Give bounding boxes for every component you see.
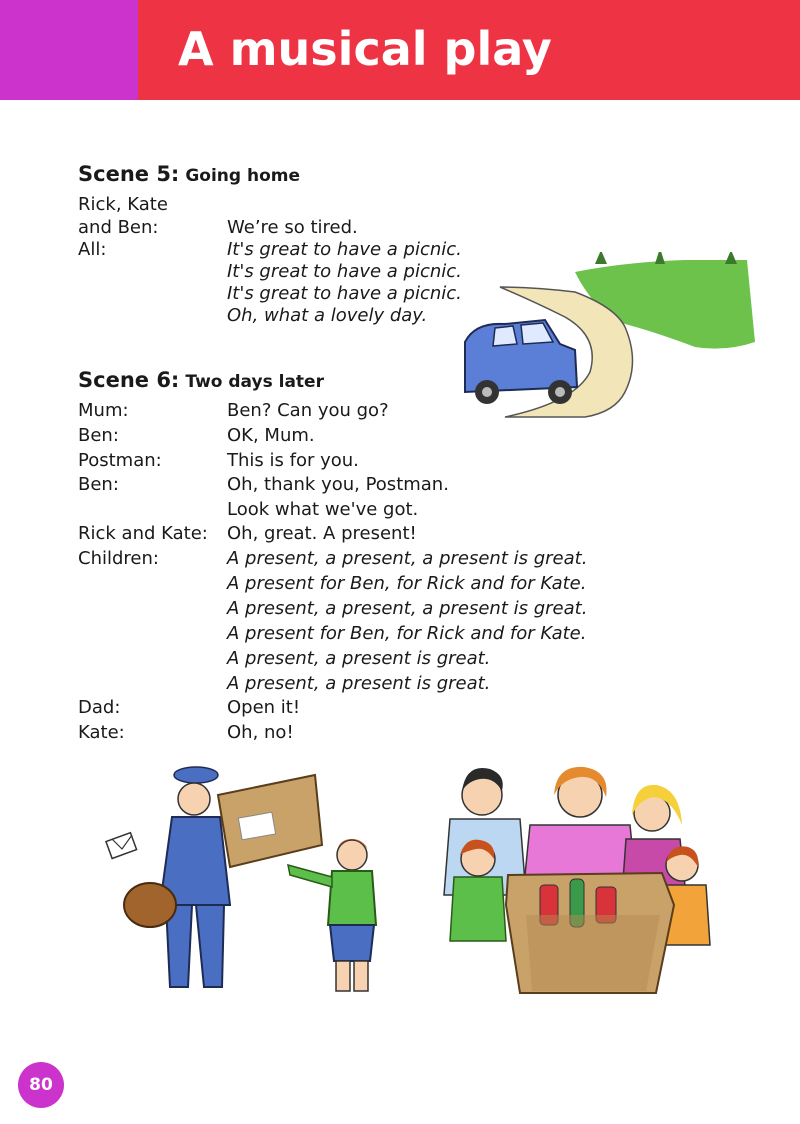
scene5-speaker: All: [78,239,107,260]
scene5-dialogue: We’re so tired. [227,217,358,238]
scene5-speaker: Rick, Kate [78,194,168,215]
boy-shirt [328,871,376,925]
scene5-speaker: and Ben: [78,217,159,238]
scene6-label: Scene 6: [78,368,180,392]
scene6-dialogue: This is for you. [227,450,359,471]
scene6-heading [78,368,324,392]
page-number-badge: 80 [18,1062,64,1108]
wheel-hub [555,387,565,397]
boy-arm [288,865,332,887]
boy-shorts [330,925,374,961]
scene6-dialogue: Open it! [227,697,301,718]
scene6-speaker: Children: [78,548,159,569]
page-title: A musical play [178,22,552,76]
box-front [526,915,660,991]
envelope-icon [106,833,137,859]
scene6-speaker: Mum: [78,400,129,421]
scene6-song-line: A present for Ben, for Rick and for Kate. [227,573,587,594]
scene6-song-line: A present, a present is great. [227,648,491,669]
scene6-song-line: A present, a present, a present is great. [227,598,588,619]
car-road-illustration [425,252,755,427]
scene6-speaker: Ben: [78,474,119,495]
scene6-dialogue: Oh, great. A present! [227,523,417,544]
scene5-label: Scene 5: [78,162,180,186]
chapter-header [0,0,800,100]
postman-delivery-illustration [100,755,390,1005]
mail-bag-icon [124,883,176,927]
scene5-heading [78,162,300,186]
scene5-song-line: It's great to have a picnic. [227,261,462,282]
scene6-speaker: Postman: [78,450,162,471]
boy-legs [336,961,368,991]
scene6-dialogue: Look what we've got. [227,499,419,520]
scene6-dialogue: OK, Mum. [227,425,315,446]
postman-head [178,783,210,815]
scene6-speaker: Dad: [78,697,121,718]
scene6-song-line: A present for Ben, for Rick and for Kate. [227,623,587,644]
scene6-speaker: Kate: [78,722,125,743]
wheel-hub [482,387,492,397]
scene5-song-line: Oh, what a lovely day. [227,305,428,326]
scene5-song-line: It's great to have a picnic. [227,239,462,260]
postman-cap [174,767,218,783]
scene6-dialogue: Ben? Can you go? [227,400,389,421]
scene5-subtitle: Going home [185,166,301,186]
scene6-song-line: A present, a present is great. [227,673,491,694]
scene5-song-line: It's great to have a picnic. [227,283,462,304]
scene6-subtitle: Two days later [185,372,324,392]
postman-legs [166,905,224,987]
scene6-speaker: Rick and Kate: [78,523,208,544]
header-accent-block [0,0,138,100]
family-present-illustration [430,755,720,1005]
scene6-song-line: A present, a present, a present is great. [227,548,588,569]
ben-shirt [450,877,506,941]
scene6-dialogue: Oh, thank you, Postman. [227,474,449,495]
scene6-speaker: Ben: [78,425,119,446]
boy-head [337,840,367,870]
scene6-dialogue: Oh, no! [227,722,294,743]
